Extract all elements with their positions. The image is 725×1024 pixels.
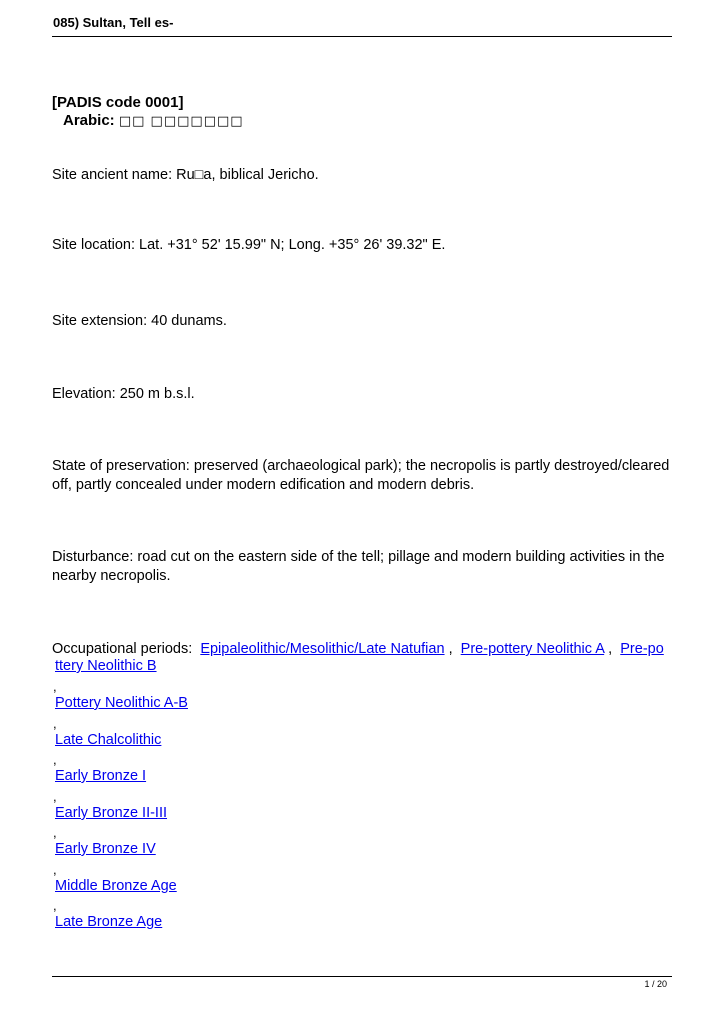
page-number: 1 / 20 — [644, 979, 667, 989]
period-link-pre-pottery-neolithic-b-part1[interactable]: Pre-po — [620, 641, 664, 657]
footer-rule — [52, 976, 672, 977]
site-extension: Site extension: 40 dunams. — [52, 313, 227, 329]
period-link-early-bronze-ii-iii[interactable]: Early Bronze II-III — [55, 805, 168, 821]
period-link-pre-pottery-neolithic-a[interactable]: Pre-pottery Neolithic A — [460, 641, 605, 657]
occupational-periods-label: Occupational periods: — [52, 641, 193, 657]
state-of-preservation: State of preservation: preserved (archaeological park); the necropolis is partly destroyed/cleared off, partly concealed under modern edification and modern debris. — [52, 458, 670, 493]
disturbance: Disturbance: road cut on the eastern side of the tell; pillage and modern building activities in the nearby necropolis. — [52, 549, 665, 584]
period-link-epipaleolithic[interactable]: Epipaleolithic/Mesolithic/Late Natufian — [200, 641, 445, 657]
separator-comma: , — [53, 679, 57, 694]
separator-comma: , — [53, 716, 57, 731]
document-header-title: 085) Sultan, Tell es- — [53, 15, 174, 30]
site-elevation: Elevation: 250 m b.s.l. — [52, 386, 195, 402]
period-link-pre-pottery-neolithic-b-part2[interactable]: ttery Neolithic B — [55, 658, 157, 674]
period-link-early-bronze-i[interactable]: Early Bronze I — [55, 768, 147, 784]
arabic-name — [63, 112, 244, 129]
separator-comma: , — [53, 862, 57, 877]
padis-code: [PADIS code 0001] — [52, 94, 184, 111]
period-link-early-bronze-iv[interactable]: Early Bronze IV — [55, 841, 156, 857]
arabic-value: □□ □□□□□□□ — [118, 114, 244, 129]
separator-comma: , — [53, 752, 57, 767]
site-ancient-name: Site ancient name: Ru□a, biblical Jericho. — [52, 167, 319, 183]
separator-comma: , — [608, 641, 613, 657]
separator-comma: , — [448, 641, 453, 657]
period-line-ppnb-continued — [55, 658, 157, 674]
separator-comma: , — [53, 898, 57, 913]
occupational-periods-line — [52, 640, 664, 659]
period-link-late-chalcolithic[interactable]: Late Chalcolithic — [55, 732, 162, 748]
site-location: Site location: Lat. +31° 52' 15.99" N; Long. +35° 26' 39.32" E. — [52, 237, 446, 253]
arabic-label: Arabic: — [63, 112, 115, 129]
separator-comma: , — [53, 789, 57, 804]
header-rule — [52, 36, 672, 37]
separator-comma: , — [53, 825, 57, 840]
period-link-pottery-neolithic-a-b[interactable]: Pottery Neolithic A-B — [55, 695, 188, 711]
period-link-late-bronze-age[interactable]: Late Bronze Age — [55, 914, 163, 930]
period-link-middle-bronze-age[interactable]: Middle Bronze Age — [55, 878, 177, 894]
